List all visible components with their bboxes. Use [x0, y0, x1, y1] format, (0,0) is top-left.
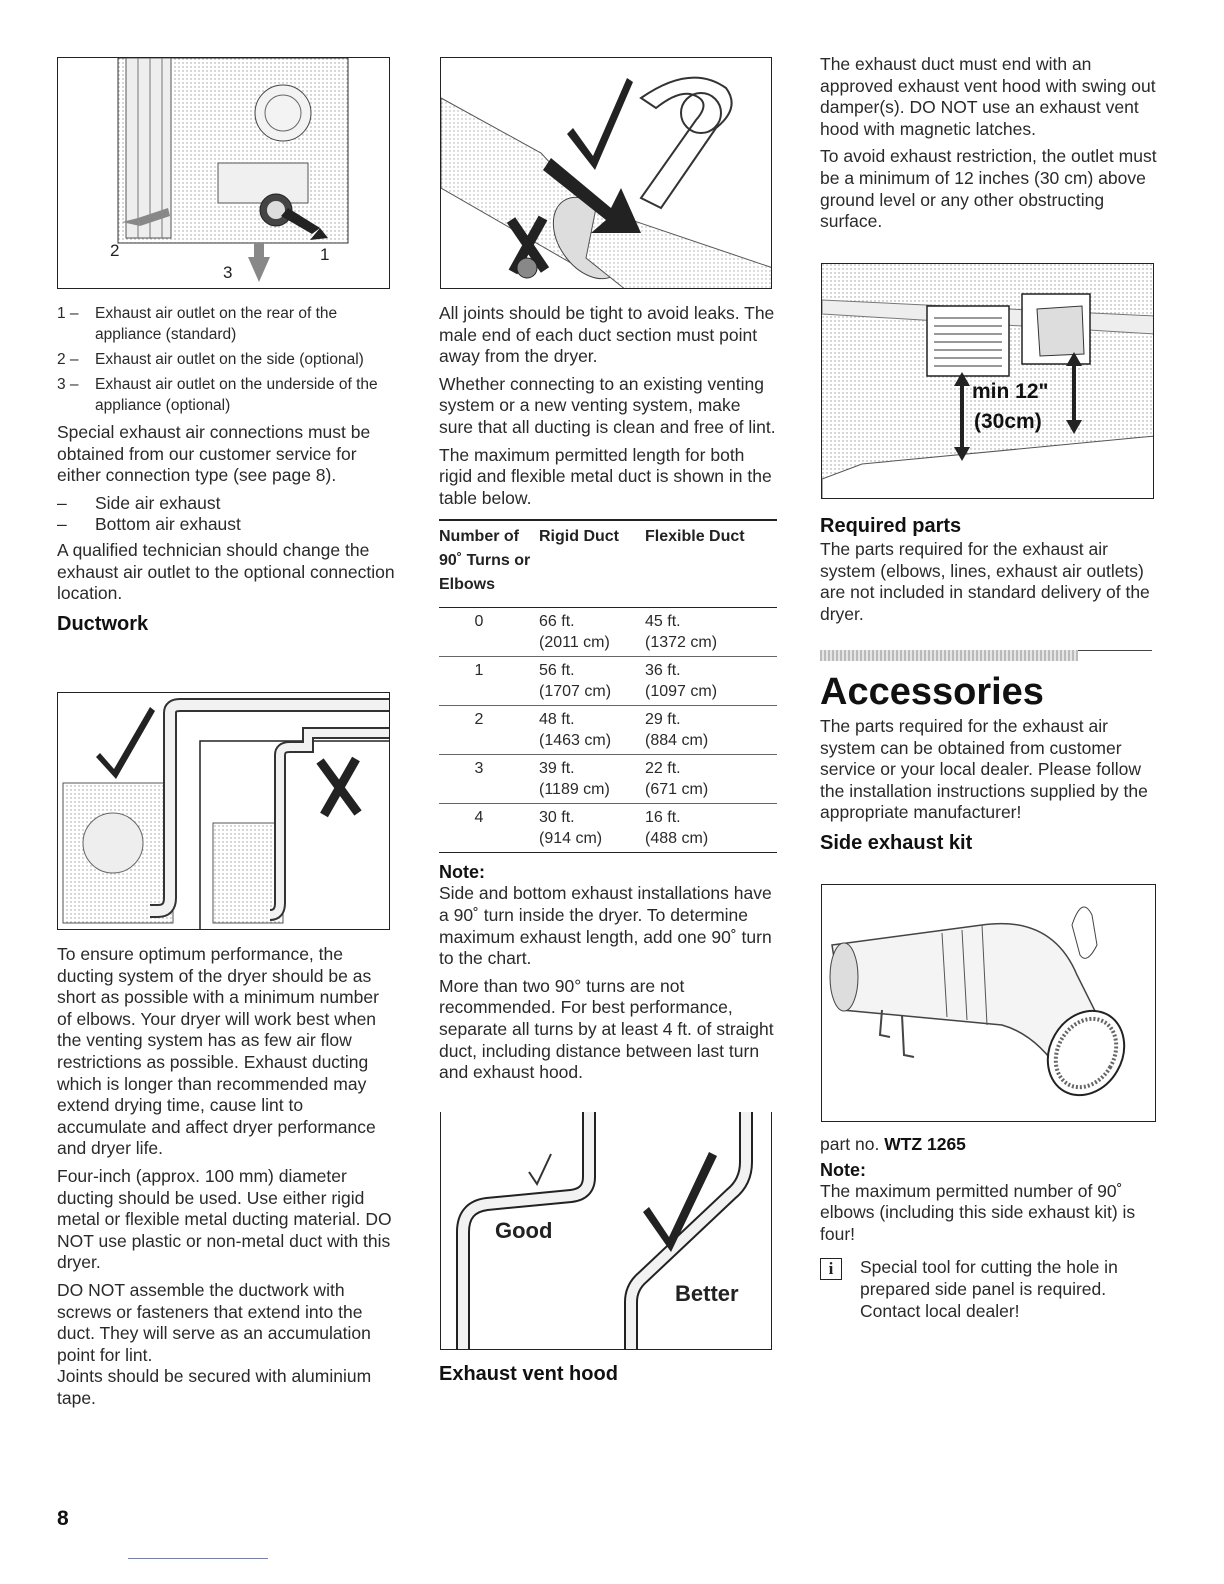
existing-venting-paragraph: Whether connecting to an existing venting system or a new venting system, make sure that all ducting is clean and free of lint.: [439, 373, 776, 437]
rigid-cell: [539, 608, 645, 657]
dryer-rear-illustration: [58, 58, 390, 289]
joint-direction-figure: [440, 57, 772, 289]
outlet-legend: [57, 303, 395, 416]
rigid-ft: 39 ft.: [539, 760, 575, 778]
dash-item: – Side air exhaust: [57, 492, 221, 513]
turns-cell: 3: [439, 755, 539, 804]
rigid-cell: [539, 804, 645, 853]
legend-number: 2 –: [57, 351, 79, 368]
do-not-assemble-paragraph: DO NOT assemble the ductwork with screws or fasteners that extend into the duct. They will serve as an accumulation point for lint.: [57, 1279, 371, 1365]
vent-hood-paragraph: The exhaust duct must end with an approved exhaust vent hood with swing out damper(s). DO NOT use an exhaust vent hood with magnetic latches.: [820, 54, 1156, 139]
accessories-rule: [1078, 650, 1152, 651]
part-number-prefix: part no.: [820, 1134, 885, 1154]
column-2: [439, 303, 779, 1084]
flex-cm: (884 cm): [645, 732, 709, 750]
good-better-illustration: [441, 1112, 772, 1350]
ductwork-figure: [57, 692, 390, 930]
turns-cell: 0: [439, 608, 539, 657]
dash-item: – Bottom air exhaust: [57, 514, 241, 535]
turns-cell: 4: [439, 804, 539, 853]
column-3-accessories: [820, 668, 1160, 856]
vent-height-illustration: [822, 264, 1154, 499]
dash-item-text: Bottom air exhaust: [95, 514, 241, 535]
duct-length-table: [439, 519, 777, 853]
min-height-cm-label: (30cm): [974, 410, 1042, 433]
rigid-cell: [539, 706, 645, 755]
legend-item: [57, 303, 395, 345]
flex-cell: [645, 657, 777, 706]
kit-note-paragraph: The maximum permitted number of 90˚ elbows (including this side exhaust kit) is four!: [820, 1180, 1136, 1244]
required-parts-heading: Required parts: [820, 515, 962, 537]
exhaust-vent-hood-heading: Exhaust vent hood: [439, 1363, 618, 1385]
flex-cell: [645, 804, 777, 853]
column-3-middle: [820, 513, 1160, 625]
joint-direction-illustration: [441, 58, 772, 289]
flex-ft: 22 ft.: [645, 760, 681, 778]
info-note-text: Special tool for cutting the hole in prepared side panel is required. Contact local dealer!: [860, 1257, 1118, 1321]
footer-link-rule: [128, 1558, 268, 1559]
table-row: [439, 608, 777, 657]
table-header-row: [439, 520, 777, 608]
min-height-label: min 12": [972, 380, 1049, 403]
flex-ft: 36 ft.: [645, 662, 681, 680]
fig1-label-3: 3: [223, 263, 233, 282]
joints-secured-paragraph: Joints should be secured with aluminium tape.: [57, 1366, 372, 1408]
legend-item: [57, 374, 395, 416]
flex-cell: [645, 706, 777, 755]
info-icon: i: [820, 1258, 842, 1280]
part-number-line: [820, 1134, 1160, 1156]
side-exhaust-kit-illustration: [822, 885, 1156, 1122]
side-exhaust-kit-heading: Side exhaust kit: [820, 831, 973, 854]
turns-cell: 1: [439, 657, 539, 706]
legend-text: Exhaust air outlet on the side (optional): [95, 351, 364, 368]
column-3-lower: [820, 1134, 1160, 1322]
rigid-cell: [539, 657, 645, 706]
table-row: [439, 657, 777, 706]
note-heading: Note:: [439, 862, 485, 883]
side-exhaust-kit-figure: [821, 884, 1156, 1122]
rigid-cell: [539, 755, 645, 804]
flex-cm: (671 cm): [645, 781, 709, 799]
flex-cm: (1097 cm): [645, 683, 718, 701]
rigid-ft: 56 ft.: [539, 662, 575, 680]
legend-number: 1 –: [57, 305, 79, 322]
note-paragraph-1: Side and bottom exhaust installations have a 90˚ turn inside the dryer. To determine maximum exhaust length, add one 90˚ turn to the chart.: [439, 883, 772, 969]
rigid-cm: (1189 cm): [539, 781, 610, 799]
rigid-cm: (2011 cm): [539, 634, 610, 652]
turns-cell: 2: [439, 706, 539, 755]
table-row: [439, 804, 777, 853]
table-row: [439, 755, 777, 804]
ductwork-heading: Ductwork: [57, 612, 149, 635]
rigid-ft: 66 ft.: [539, 613, 575, 631]
info-note: [820, 1257, 1160, 1322]
part-number: WTZ 1265: [884, 1134, 966, 1154]
required-parts-paragraph: The parts required for the exhaust air system (elbows, lines, exhaust air outlets) are not included in standard delivery of the dryer.: [820, 539, 1150, 624]
accessories-paragraph: The parts required for the exhaust air system can be obtained from customer service or your local dealer. Please follow the installation instructions supplied by the appropriate manufacturer!: [820, 716, 1148, 823]
legend-item: [57, 349, 395, 370]
rigid-ft: 30 ft.: [539, 809, 575, 827]
ductwork-illustration: [58, 693, 390, 930]
legend-text: Exhaust air outlet on the underside of the appliance (optional): [95, 376, 378, 414]
restriction-paragraph: To avoid exhaust restriction, the outlet must be a minimum of 12 inches (30 cm) above ground level or any other obstructing surface.: [820, 146, 1157, 232]
header-flexible: Flexible Duct: [645, 520, 777, 608]
fig1-label-2: 2: [110, 241, 120, 260]
legend-text: Exhaust air outlet on the rear of the appliance (standard): [95, 305, 338, 343]
dash-item-text: Side air exhaust: [95, 492, 221, 513]
flex-cm: (488 cm): [645, 830, 709, 848]
rigid-cm: (1707 cm): [539, 683, 612, 701]
column-1-lower: [57, 944, 395, 1409]
good-better-figure: [440, 1112, 772, 1350]
flex-ft: 45 ft.: [645, 613, 681, 631]
vent-height-figure: [821, 263, 1154, 499]
header-turns: Number of 90˚ Turns or Elbows: [439, 520, 539, 608]
flex-cell: [645, 608, 777, 657]
max-length-paragraph: The maximum permitted length for both rigid and flexible metal duct is shown in the table below.: [439, 444, 772, 508]
kit-note-heading: Note:: [820, 1159, 866, 1180]
rigid-ft: 48 ft.: [539, 711, 575, 729]
column-3: [820, 54, 1160, 233]
flex-ft: 16 ft.: [645, 809, 681, 827]
header-rigid: Rigid Duct: [539, 520, 645, 608]
table-row: [439, 706, 777, 755]
page-number: 8: [57, 1507, 69, 1530]
fig1-label-1: 1: [320, 245, 330, 264]
note-paragraph-2: More than two 90° turns are not recommended. For best performance, separate all turns by at least 4 ft. of straight duct, including distance between last turn and exhaust hood.: [439, 975, 774, 1083]
special-connections-paragraph: Special exhaust air connections must be obtained from our customer service for either connection type (see page 8).: [57, 422, 371, 486]
flex-cell: [645, 755, 777, 804]
flex-ft: 29 ft.: [645, 711, 681, 729]
accessories-title: Accessories: [820, 671, 1044, 713]
better-label: Better: [675, 1281, 739, 1306]
four-inch-paragraph: Four-inch (approx. 100 mm) diameter ducting should be used. Use either rigid metal or flexible metal ducting material. DO NOT use plastic or non-metal duct with this dryer.: [57, 1165, 392, 1273]
column-1: [57, 303, 395, 637]
technician-paragraph: A qualified technician should change the exhaust air outlet to the optional connection location.: [57, 539, 395, 604]
legend-number: 3 –: [57, 376, 79, 393]
joints-tight-paragraph: All joints should be tight to avoid leaks. The male end of each duct section must point away from the dryer.: [439, 303, 775, 367]
rear-outlet-figure: [57, 57, 390, 289]
accessories-rule-shaded: [820, 650, 1078, 661]
flex-cm: (1372 cm): [645, 634, 718, 652]
optimum-performance-paragraph: To ensure optimum performance, the ducting system of the dryer should be as short as possible with a minimum number of elbows. Your dryer will work best when the venting system has as few air flow restrictions as possible. Exhaust ducting which is longer than recommended may extend drying time, cause lint to accumulate and affect dryer performance and dryer life.: [57, 944, 379, 1159]
rigid-cm: (1463 cm): [539, 732, 612, 750]
rigid-cm: (914 cm): [539, 830, 603, 848]
good-label: Good: [495, 1218, 553, 1243]
